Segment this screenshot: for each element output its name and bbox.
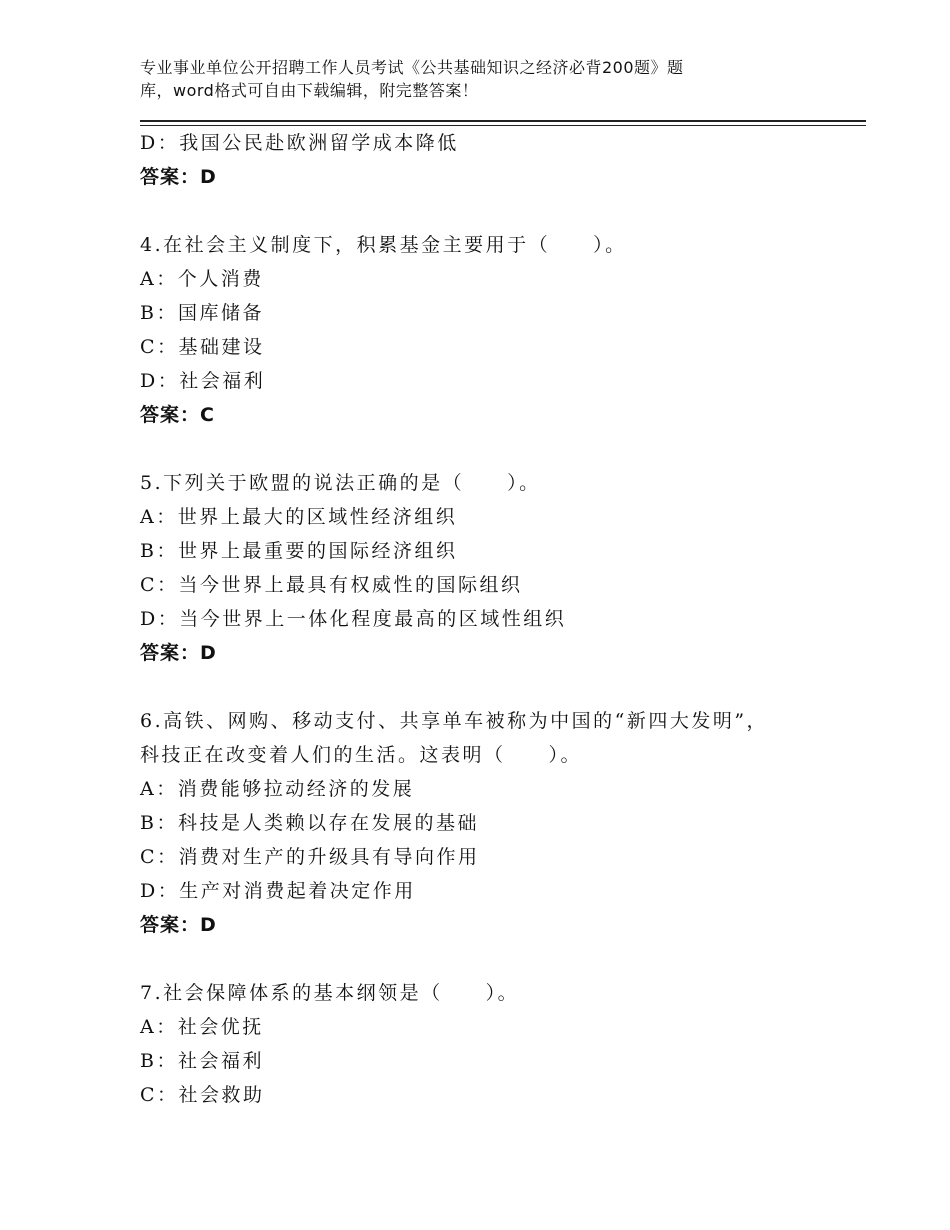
answer-text: 答案：D [140, 642, 217, 664]
option-c: C：当今世界上最具有权威性的国际组织 [140, 574, 523, 596]
header-line-1: 专业事业单位公开招聘工作人员考试《公共基础知识之经济必背200题》题 [140, 58, 684, 77]
header-rule-thick [140, 120, 866, 122]
option-b: B：社会福利 [140, 1050, 264, 1072]
option-a: A：世界上最大的区域性经济组织 [140, 506, 458, 528]
option-d: D：生产对消费起着决定作用 [140, 880, 416, 902]
question-stem-line-2: 科技正在改变着人们的生活。这表明（ ）。 [140, 744, 583, 766]
spacer [140, 942, 840, 976]
answer-text: 答案：D [140, 166, 217, 188]
question-list [140, 126, 840, 1112]
option-b: B：世界上最重要的国际经济组织 [140, 540, 458, 562]
question-stem: 7.社会保障体系的基本纲领是（ ）。 [140, 982, 520, 1004]
option-d: D：我国公民赴欧洲留学成本降低 [140, 132, 459, 154]
option-c: C：消费对生产的升级具有导向作用 [140, 846, 480, 868]
spacer [140, 670, 840, 704]
document-header [140, 56, 780, 102]
answer-text: 答案：D [140, 914, 217, 936]
option-a: A：社会优抚 [140, 1016, 264, 1038]
option-d: D：当今世界上一体化程度最高的区域性组织 [140, 608, 567, 630]
option-b: B：科技是人类赖以存在发展的基础 [140, 812, 479, 834]
question-stem-line-1: 6.高铁、网购、移动支付、共享单车被称为中国的“新四大发明”， [140, 710, 769, 732]
spacer [140, 432, 840, 466]
option-a: A：消费能够拉动经济的发展 [140, 778, 415, 800]
option-c: C：基础建设 [140, 336, 265, 358]
option-b: B：国库储备 [140, 302, 264, 324]
question-stem: 5.下列关于欧盟的说法正确的是（ ）。 [140, 472, 541, 494]
option-a: A：个人消费 [140, 268, 264, 290]
spacer [140, 194, 840, 228]
answer-text: 答案：C [140, 404, 215, 426]
question-stem: 4.在社会主义制度下，积累基金主要用于（ ）。 [140, 234, 627, 256]
option-c: C：社会救助 [140, 1084, 265, 1106]
option-d: D：社会福利 [140, 370, 266, 392]
header-line-2: 库，word格式可自由下载编辑，附完整答案！ [140, 81, 479, 100]
